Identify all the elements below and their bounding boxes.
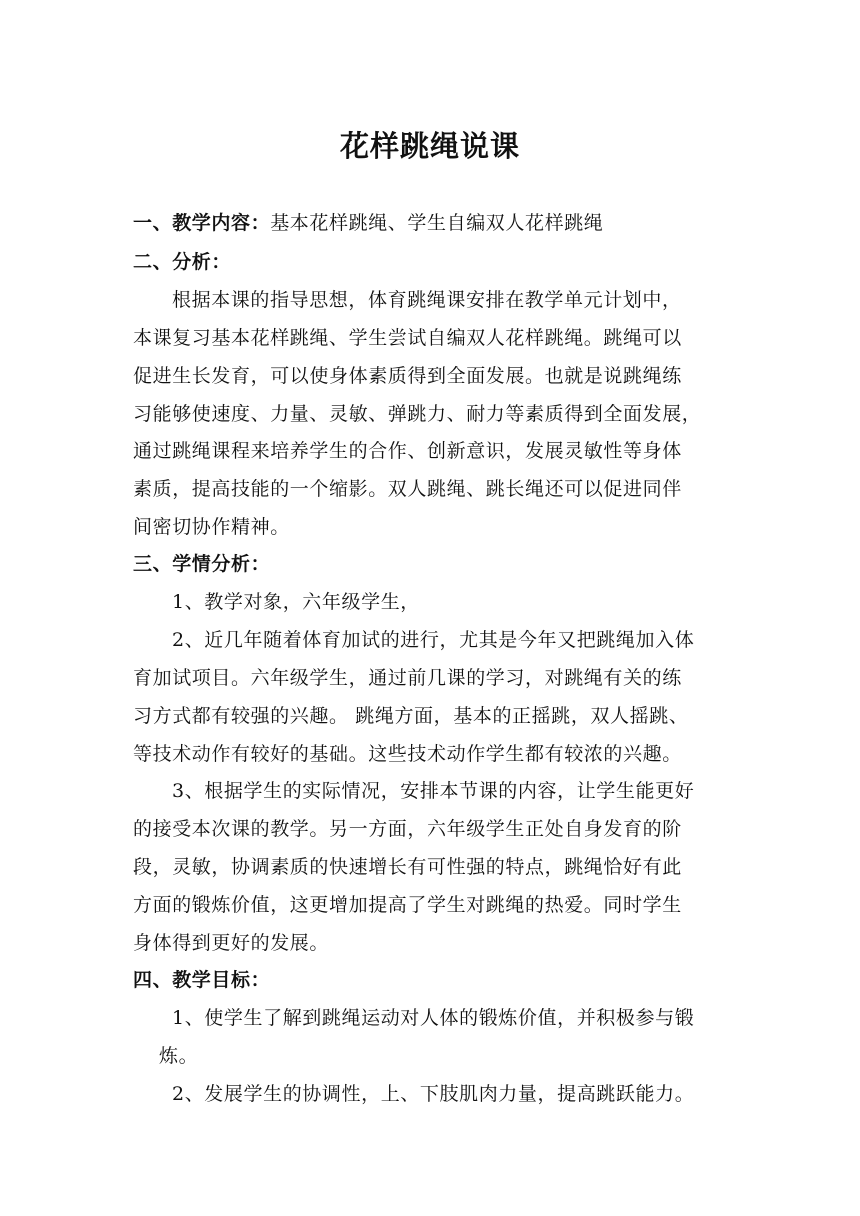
paragraph-line: 间密切协作精神。 bbox=[133, 516, 290, 538]
section1-text: 基本花样跳绳、学生自编双人花样跳绳 bbox=[270, 212, 604, 234]
page-title: 花样跳绳说课 bbox=[339, 129, 520, 163]
paragraph-line: 的接受本次课的教学。另一方面，六年级学生正处自身发育的阶 bbox=[133, 818, 682, 840]
section1-heading: 一、教学内容： bbox=[133, 212, 271, 234]
list-item: 3、根据学生的实际情况，安排本节课的内容，让学生能更好 bbox=[172, 780, 695, 802]
paragraph-line: 根据本课的指导思想，体育跳绳课安排在教学单元计划中， bbox=[172, 289, 682, 311]
list-item: 1、使学生了解到跳绳运动对人体的锻炼价值，并积极参与锻 bbox=[172, 1007, 695, 1029]
paragraph-line: 促进生长发育，可以使身体素质得到全面发展。也就是说跳绳练 bbox=[133, 365, 682, 387]
paragraph-line: 等技术动作有较好的基础。这些技术动作学生都有较浓的兴趣。 bbox=[133, 743, 682, 765]
section1-line bbox=[133, 210, 603, 236]
list-item: 1、教学对象，六年级学生， bbox=[172, 591, 420, 613]
list-item: 2、近几年随着体育加试的进行，尤其是今年又把跳绳加入体 bbox=[172, 629, 695, 651]
paragraph-line: 习方式都有较强的兴趣。 跳绳方面，基本的正摇跳，双人摇跳、 bbox=[133, 705, 689, 727]
paragraph-line: 习能够使速度、力量、灵敏、弹跳力、耐力等素质得到全面发展， bbox=[133, 403, 702, 425]
paragraph-line: 身体得到更好的发展。 bbox=[133, 932, 330, 954]
paragraph-line: 本课复习基本花样跳绳、学生尝试自编双人花样跳绳。跳绳可以 bbox=[133, 327, 682, 349]
section2-heading: 二、分析： bbox=[133, 251, 232, 273]
paragraph-line: 方面的锻炼价值，这更增加提高了学生对跳绳的热爱。同时学生 bbox=[133, 894, 682, 916]
paragraph-line: 素质，提高技能的一个缩影。双人跳绳、跳长绳还可以促进同伴 bbox=[133, 478, 682, 500]
section3-heading: 三、学情分析： bbox=[133, 553, 271, 575]
paragraph-line: 段，灵敏，协调素质的快速增长有可性强的特点，跳绳恰好有此 bbox=[133, 856, 682, 878]
list-item: 2、发展学生的协调性，上、下肢肌肉力量，提高跳跃能力。 bbox=[172, 1083, 695, 1105]
section4-heading: 四、教学目标： bbox=[133, 969, 271, 991]
paragraph-line: 炼。 bbox=[159, 1045, 199, 1067]
paragraph-line: 育加试项目。六年级学生，通过前几课的学习，对跳绳有关的练 bbox=[133, 667, 682, 689]
paragraph-line: 通过跳绳课程来培养学生的合作、创新意识，发展灵敏性等身体 bbox=[133, 440, 682, 462]
